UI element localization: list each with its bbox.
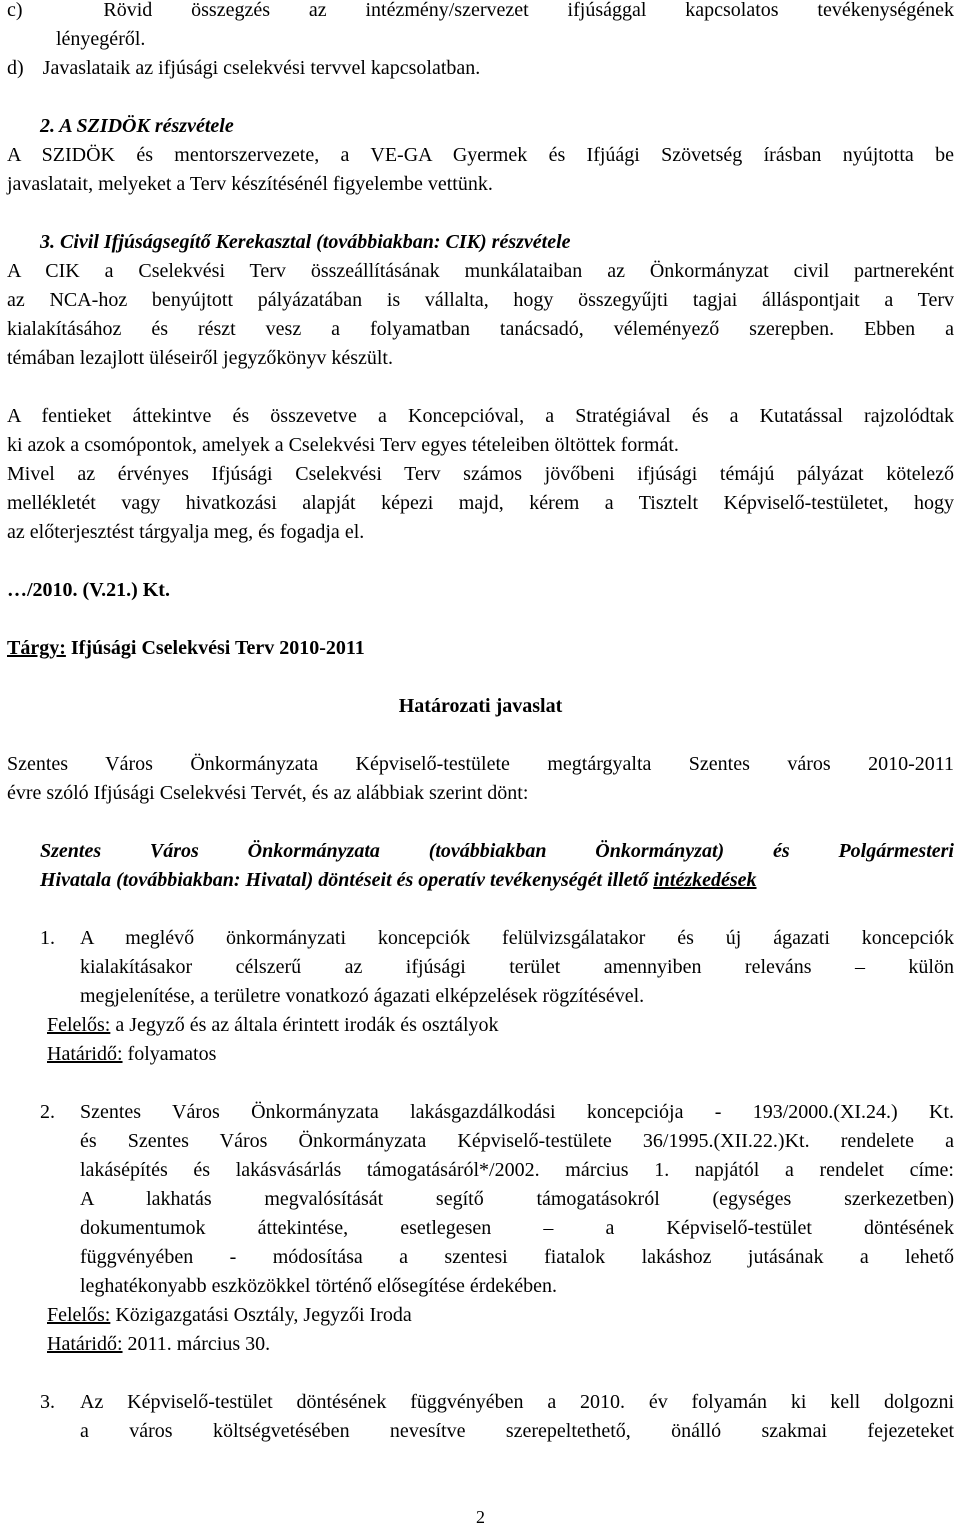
summary-p2-line1: Mivel az érvényes Ifjúsági Cselekvési Terv számos jövőbeni ifjúsági témájú pályázat kötelező: [7, 463, 954, 485]
resolution-heading-line2-b: intézkedések: [653, 869, 757, 891]
item-1-deadline-text: folyamatos: [122, 1043, 217, 1065]
section-3-line4: témában lezajlott üléseiről jegyzőkönyv készült.: [7, 347, 393, 369]
list-marker-d: d): [7, 57, 24, 79]
subject-text: Ifjúsági Cselekvési Terv 2010-2011: [70, 637, 365, 659]
item-2-line3: lakásépítés és lakásvásárlás támogatásáról*/2002. március 1. napjától a rendelet címe:: [80, 1159, 954, 1181]
item-2-number: 2.: [40, 1101, 55, 1123]
item-1-line3: megjelenítése, a területre vonatkozó ágazati elképzelések rögzítésével.: [80, 985, 645, 1007]
summary-p2-line3: az előterjesztést tárgyalja meg, és fogadja el.: [7, 521, 365, 543]
item-1-line2: kialakításakor célszerű az ifjúsági terület amennyiben releváns – külön: [80, 956, 954, 978]
item-3-line2: a város költségvetésében nevesítve szerepeltethető, önálló szakmai fejezeteket: [80, 1420, 954, 1442]
item-2-responsible-label: Felelős:: [47, 1304, 111, 1326]
item-2-responsible: [47, 1301, 954, 1330]
summary-p1-line1: A fentieket áttekintve és összevetve a Koncepcióval, a Stratégiával és a Kutatással rajzolódtak: [7, 405, 954, 427]
list-marker-c: c): [7, 0, 23, 21]
summary-p2-line2: mellékletét vagy hivatkozási alapját képezi majd, kérem a Tisztelt Képviselő-testületet, hogy: [7, 492, 954, 514]
page-number: 2: [476, 1507, 485, 1527]
item-2-line4: A lakhatás megvalósítását segítő támogatásokról (egységes szerkezetben): [80, 1188, 954, 1210]
item-1-responsible: [47, 1011, 954, 1040]
section-2-heading: 2. A SZIDÖK részvétele: [40, 115, 234, 137]
item-3-line1: Az Képviselő-testület döntésének függvényében a 2010. év folyamán ki kell dolgozni: [80, 1391, 954, 1413]
list-item-c: [7, 0, 954, 25]
resolution-title: Határozati javaslat: [398, 695, 563, 717]
item-2-deadline-text: 2011. március 30.: [122, 1333, 271, 1355]
section-3-line3: kialakításához és részt vesz a folyamatban tanácsadó, véleményező szerepben. Ebben a: [7, 318, 954, 340]
section-2-line2: javaslatait, melyeket a Terv készítésénél figyelembe vettünk.: [7, 173, 493, 195]
item-1-number: 1.: [40, 927, 55, 949]
item-2-responsible-text: Közigazgatási Osztály, Jegyzői Iroda: [110, 1304, 412, 1326]
item-1-line1: A meglévő önkormányzati koncepciók felülvizsgálatakor és új ágazati koncepciók: [80, 927, 954, 949]
list-text-d: Javaslataik az ifjúsági cselekvési tervvel kapcsolatban.: [42, 57, 481, 79]
item-3-number: 3.: [40, 1391, 55, 1413]
item-2-line5: dokumentumok áttekintése, esetlegesen – a Képviselő-testület döntésének: [80, 1217, 954, 1239]
resolution-heading-line2-a: Hivatala (továbbiakban: Hivatal) döntéseit és operatív tevékenységét illető: [40, 869, 654, 891]
item-1-deadline-label: Határidő:: [47, 1043, 123, 1065]
resolution-intro-line2: évre szóló Ifjúsági Cselekvési Tervét, és az alábbiak szerint dönt:: [7, 782, 529, 804]
resolution-heading-line1: Szentes Város Önkormányzata (továbbiakban Önkormányzat) és Polgármesteri: [40, 840, 954, 862]
summary-p1-line2: ki azok a csomópontok, amelyek a Cselekvési Terv egyes tételeiben öltöttek formát.: [7, 434, 679, 456]
item-1-responsible-text: a Jegyző és az általa érintett irodák és osztályok: [110, 1014, 499, 1036]
list-text-c-line2: lényegéről.: [56, 28, 146, 50]
section-3-heading: 3. Civil Ifjúságsegítő Kerekasztal (továbbiakban: CIK) részvétele: [40, 231, 571, 253]
list-text-c-line1: Rövid összegzés az intézmény/szervezet ifjúsággal kapcsolatos tevékenységének: [103, 0, 955, 21]
resolution-number: …/2010. (V.21.) Kt.: [7, 579, 170, 601]
section-2-line1: A SZIDÖK és mentorszervezete, a VE-GA Gyermek és Ifjúági Szövetség írásban nyújtotta be: [7, 144, 954, 166]
section-3-line2: az NCA-hoz benyújtott pályázatában is vállalta, hogy összegyűjti tagjai álláspontjait a Terv: [7, 289, 954, 311]
subject-label: Tárgy:: [7, 637, 66, 659]
item-2-line7: leghatékonyabb eszközökkel történő elősegítése érdekében.: [80, 1275, 558, 1297]
item-1-responsible-label: Felelős:: [47, 1014, 111, 1036]
resolution-heading-line2: [40, 866, 954, 895]
resolution-intro-line1: Szentes Város Önkormányzata Képviselő-testülete megtárgyalta Szentes város 2010-2011: [7, 753, 954, 775]
item-1-deadline: [47, 1040, 954, 1069]
list-item-d: [7, 54, 954, 83]
item-2-line6: függvényében - módosítása a szentesi fiatalok lakáshoz jutásának a lehető: [80, 1246, 954, 1268]
section-3-line1: A CIK a Cselekvési Terv összeállításának munkálataiban az Önkormányzat civil partnereként: [7, 260, 954, 282]
item-2-deadline: [47, 1330, 954, 1359]
resolution-subject: [7, 634, 954, 663]
item-2-line1: Szentes Város Önkormányzata lakásgazdálkodási koncepciója - 193/2000.(XI.24.) Kt.: [80, 1101, 954, 1123]
item-2-line2: és Szentes Város Önkormányzata Képviselő-testülete 36/1995.(XII.22.)Kt. rendelete a: [80, 1130, 954, 1152]
item-2-deadline-label: Határidő:: [47, 1333, 123, 1355]
